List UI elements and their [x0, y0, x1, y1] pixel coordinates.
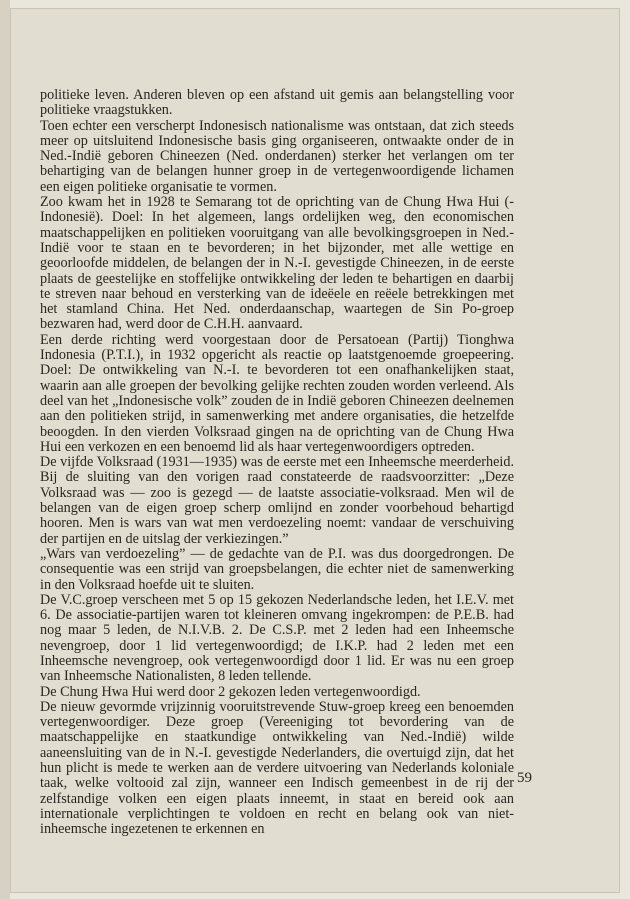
paragraph: „Wars van verdoezeling” — de gedachte van de P.I. was dus doorgedrongen. De consequentie was een strijd van groepsbelangen, die echter niet de samenwerking in den Volksraad hoefde uit te sluiten.	[40, 545, 514, 593]
page-number: 59	[517, 770, 532, 786]
paragraph: De nieuw gevormde vrijzinnig vooruitstrevende Stuw-groep kreeg een benoemden vertegenwoordiger. Deze groep (Vereeniging tot bevordering van de maatschappelijke en staatkundige ontwikkeling van Ned.-Indië) wilde aaneensluiting van de in N.-I. gevestigde Nederlanders, die overtuigd zijn, dat het hun plicht is mede te werken aan de verdere uitvoering van Nederlands koloniale taak, welke voltooid zal zijn, wanneer een Indisch gemeenbest in de rij der zelfstandige volken een eigen plaats inneemt, in staat en bereid ook aan internationale verplichtingen te voldoen en recht en belang ook van niet-inheemsche ingezetenen te erkennen en	[40, 698, 514, 838]
paragraph: Zoo kwam het in 1928 te Semarang tot de oprichting van de Chung Hwa Hui (-Indonesië). Doel: In het algemeen, langs ordelijken weg, den economischen maatschappelijken en politieken vooruitgang van alle bevolkingsgroepen in Ned.-Indië voor te staan en te bevorderen; in het bijzonder, met alle wettige en geoorloofde middelen, de belangen der in N.-I. gevestigde Chineezen, in de eerste plaats de geestelijke en stoffelijke ontwikkeling der leden te behartigen en daarbij te streven naar behoud en versterking van de ideëele en reëele betrekkingen met het stamland China. Het Ned. onderdaanschap, waartegen de Sin Po-groep bezwaren had, werd door de C.H.H. aanvaard.	[40, 194, 514, 333]
paragraph: De Chung Hwa Hui werd door 2 gekozen leden vertegenwoordigd.	[40, 683, 421, 700]
paragraph: De vijfde Volksraad (1931—1935) was de eerste met een Inheemsche meerderheid. Bij de sluiting van den vorigen raad constateerde de raadsvoorzitter: „Deze Volksraad was — zoo is gezegd — de laatste associatie-volksraad. Men wil de belangen van de eigen groep scherp omlijnd en zonder voorbehoud behartigd hooren. Men is wars van wat men verdoezeling noemt: vandaar de verschuiving der partijen en de uitslag der verkiezingen.”	[40, 454, 514, 547]
paragraph: De V.C.groep verscheen met 5 op 15 gekozen Nederlandsche leden, het I.E.V. met 6. De associatie-partijen waren tot kleineren omvang ingekrompen: de P.E.B. had nog maar 5 leden, de N.I.V.B. 2. De C.S.P. met 2 leden had een Inheemsche nevengroep, door 1 lid vertegenwoordigd; de I.K.P. had 2 leden met een Inheemsche nevengroep, ook vertegenwoordigd door 1 lid. Er was nu een groep van Inheemsche Nationalisten, 8 leden tellende.	[40, 591, 514, 685]
paragraph: Een derde richting werd voorgestaan door de Persatoean (Partij) Tionghwa Indonesia (P.T.I.), in 1932 opgericht als reactie op laatstgenoemde groepeering. Doel: De ontwikkeling van N.-I. te bevorderen tot een onafhankelijken staat, waarin aan alle groepen der bevolking gelijke rechten zouden worden verleend. Als deel van het „Indonesische volk” zouden de in Indië geboren Chineezen deelnemen aan den politieken strijd, in samenwerking met andere organisaties, die hetzelfde beoogden. In den vierden Volksraad gingen na de oprichting van de Chung Hwa Hui een verkozen en een benoemd lid als haar vertegenwoordigers optreden.	[40, 331, 514, 455]
page-binding-edge	[0, 0, 10, 899]
body-text	[40, 88, 514, 838]
paragraph: Toen echter een verscherpt Indonesisch nationalisme was ontstaan, dat zich steeds meer op uitsluitend Indonesische basis ging organiseeren, ontwaakte onder de in Ned.-Indië geboren Chineezen (Ned. onderdanen) sterker het verlangen om ter behartiging van de belangen hunner groep in de vertegenwoordigende lichamen een eigen politieke organisatie te vormen.	[40, 117, 514, 195]
paragraph: politieke leven. Anderen bleven op een afstand uit gemis aan belangstelling voor politieke vraagstukken.	[40, 87, 514, 119]
